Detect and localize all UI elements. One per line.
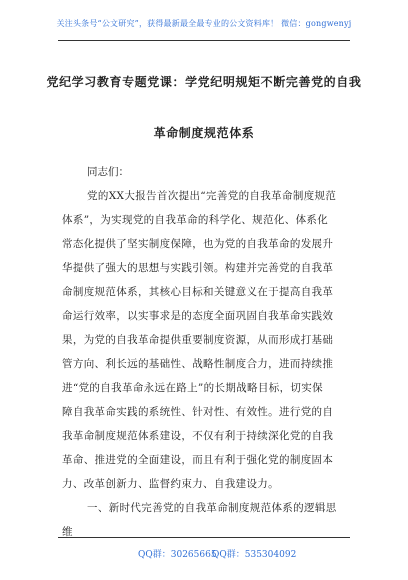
page-header-promo: 关注头条号“公文研究”，获得最新最全最专业的公文资料库！ 微信：gongwenyj — [56, 19, 352, 28]
paragraph-1-line: 体系”，为实现党的自我革命的科学化、规范化、体系化 — [62, 214, 329, 226]
greeting: 同志们： — [87, 166, 129, 178]
document-title-line-2: 革命制度规范体系 — [153, 126, 255, 140]
paragraph-1-line: 障自我革命实践的系统性、针对性、有效性。进行党的自 — [62, 406, 334, 418]
paragraph-1-line: 命制度规范体系，其核心目标和关键意义在于提高自我革 — [62, 286, 334, 298]
section-heading-line: 一、新时代完善党的自我革命制度规范体系的逻辑思 — [87, 502, 337, 514]
paragraph-1-line: 命运行效率，以实事求是的态度全面巩固自我革命实践效 — [62, 310, 334, 322]
paragraph-1-line: 管方向、利长远的基础性、战略性制度合力，进而持续推 — [62, 358, 334, 370]
qq-group-1: QQ群：30265665 — [138, 550, 217, 560]
footer-divider — [58, 537, 350, 538]
paragraph-1-line: 力、改革创新力、监督约束力、自我建设力。 — [62, 478, 279, 490]
paragraph-1-line: 革命、推进党的全面建设，而且有利于强化党的制度固本 — [62, 454, 334, 466]
document-body — [62, 160, 348, 544]
header-divider — [58, 40, 350, 41]
qq-group-2: QQ群：535304092 — [212, 550, 297, 560]
paragraph-1-line: 常态化提供了坚实制度保障，也为党的自我革命的发展升 — [62, 238, 334, 250]
paragraph-1-line: 华提供了强大的思想与实践引领。构建并完善党的自我革 — [62, 262, 334, 274]
document-title-line-1: 党纪学习教育专题党课：学党纪明规矩不断完善党的自我 — [46, 75, 362, 89]
section-heading-line: 维 — [62, 526, 73, 538]
page-footer — [0, 541, 408, 561]
paragraph-1-line: 我革命制度规范体系建设，不仅有利于持续深化党的自我 — [62, 430, 334, 442]
paragraph-1-line: 党的XX大报告首次提出“完善党的自我革命制度规范 — [87, 190, 337, 202]
paragraph-1-line: 果，为党的自我革命提供重要制度资源，从而形成打基础 — [62, 334, 334, 346]
paragraph-1-line: 进“党的自我革命永远在路上”的长期战略目标，切实保 — [62, 382, 323, 394]
